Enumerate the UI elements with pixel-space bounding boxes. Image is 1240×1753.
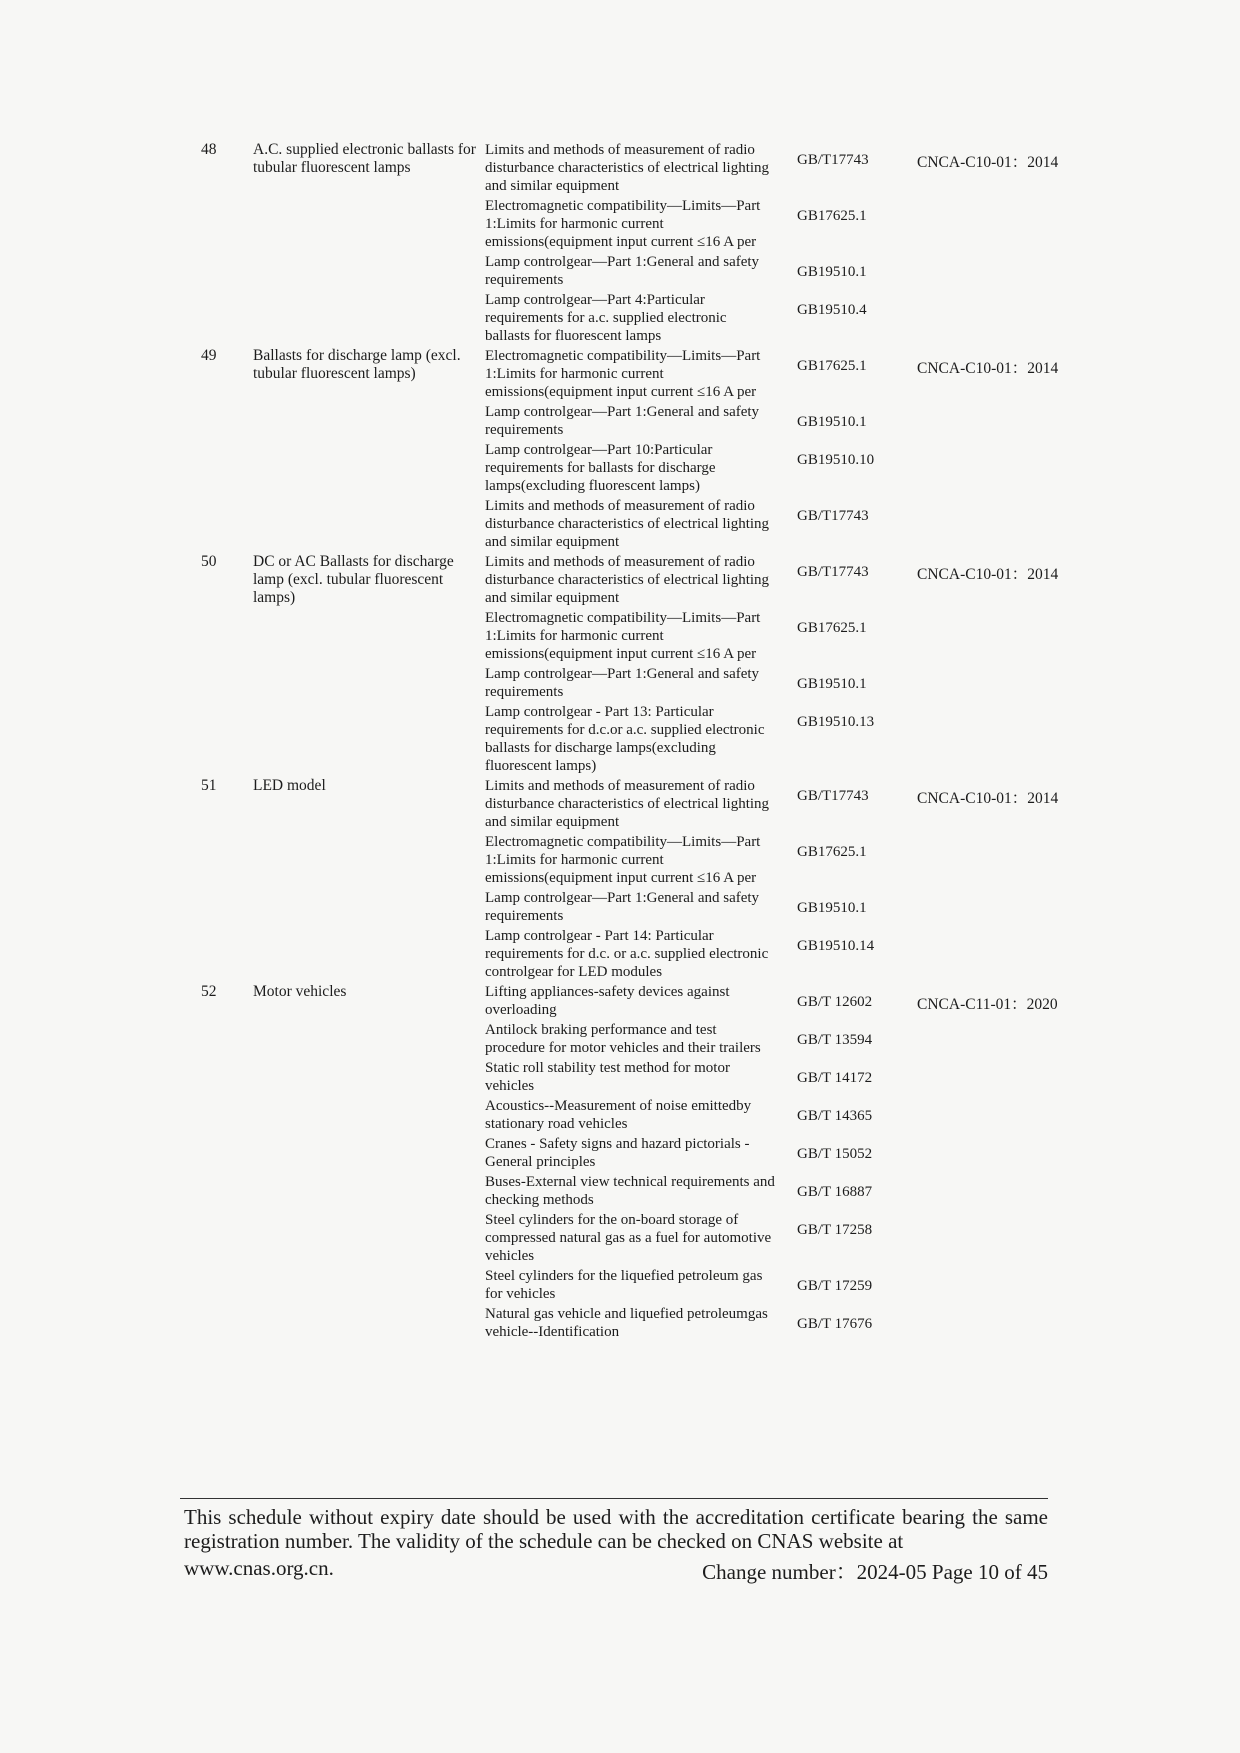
standard-title: Electromagnetic compatibility—Limits—Part 1:Limits for harmonic current emissions(equipment input current ≤16 A per	[485, 834, 761, 886]
standard-title: Antilock braking performance and test procedure for motor vehicles and their trailers	[485, 1022, 761, 1056]
standard-row	[485, 609, 1065, 663]
schedule-item	[185, 347, 1065, 553]
certification-rule: CNCA-C10-01：2014	[917, 566, 1059, 583]
standards-list	[485, 347, 1065, 553]
certification-rule	[905, 1211, 1065, 1265]
standard-row	[485, 141, 1065, 195]
footer-change-number: Change number：2024-05 Page 10 of 45	[702, 1560, 1048, 1584]
item-number: 50	[201, 553, 217, 570]
certification-rule	[905, 441, 1065, 495]
standard-title: Lifting appliances-safety devices against overloading	[485, 984, 730, 1018]
certification-rule	[905, 291, 1065, 345]
standard-title: Steel cylinders for the on-board storage of compressed natural gas as a fuel for automotive vehicles	[485, 1212, 772, 1264]
standard-title: Lamp controlgear—Part 1:General and safety requirements	[485, 890, 760, 924]
standard-row	[485, 833, 1065, 887]
standard-row	[485, 253, 1065, 289]
standards-list	[485, 141, 1065, 347]
standard-code: GB/T 17676	[797, 1316, 873, 1332]
standard-title: Static roll stability test method for motor vehicles	[485, 1060, 730, 1094]
certification-rule	[905, 1097, 1065, 1133]
certification-rule	[905, 1305, 1065, 1341]
certification-rule	[905, 927, 1065, 981]
standard-code: GB19510.1	[797, 414, 867, 430]
certification-rule: CNCA-C10-01：2014	[917, 790, 1059, 807]
footer-url: www.cnas.org.cn.	[184, 1556, 334, 1580]
standard-row	[485, 553, 1065, 607]
standard-code: GB/T 15052	[797, 1146, 873, 1162]
standard-row	[485, 889, 1065, 925]
standard-code: GB/T 16887	[797, 1184, 873, 1200]
standard-row	[485, 665, 1065, 701]
certification-rule	[905, 497, 1065, 551]
certification-rule: CNCA-C11-01：2020	[917, 996, 1058, 1013]
certification-rule	[905, 253, 1065, 289]
standard-code: GB/T17743	[797, 508, 869, 524]
product-name: LED model	[253, 777, 326, 794]
standard-code: GB/T 17258	[797, 1222, 873, 1238]
standard-row	[485, 1021, 1065, 1057]
standard-row	[485, 1211, 1065, 1265]
product-name: Motor vehicles	[253, 983, 347, 1000]
standards-list	[485, 777, 1065, 983]
accreditation-schedule-table	[185, 141, 1065, 1343]
standard-row	[485, 497, 1065, 551]
standard-title: Natural gas vehicle and liquefied petroleumgas vehicle--Identification	[485, 1306, 768, 1340]
standard-code: GB19510.4	[797, 302, 867, 318]
standard-title: Limits and methods of measurement of radio disturbance characteristics of electrical lighting and similar equipment	[485, 498, 770, 550]
standard-title: Acoustics--Measurement of noise emittedby stationary road vehicles	[485, 1098, 752, 1132]
standards-list	[485, 983, 1065, 1343]
standard-code: GB/T 12602	[797, 994, 873, 1010]
certification-rule	[905, 1173, 1065, 1209]
certification-rule	[905, 1135, 1065, 1171]
certification-rule	[905, 197, 1065, 251]
standard-title: Lamp controlgear—Part 1:General and safety requirements	[485, 666, 760, 700]
standard-code: GB17625.1	[797, 358, 867, 374]
standard-code: GB/T 13594	[797, 1032, 873, 1048]
schedule-item	[185, 141, 1065, 347]
standard-row	[485, 291, 1065, 345]
certification-rule	[905, 403, 1065, 439]
standard-code: GB19510.1	[797, 264, 867, 280]
schedule-item	[185, 777, 1065, 983]
certification-rule	[905, 889, 1065, 925]
standard-row	[485, 1097, 1065, 1133]
standard-code: GB19510.14	[797, 938, 875, 954]
certification-rule	[905, 609, 1065, 663]
certification-rule	[905, 1021, 1065, 1057]
standard-code: GB17625.1	[797, 844, 867, 860]
standard-code: GB19510.1	[797, 900, 867, 916]
standard-code: GB17625.1	[797, 620, 867, 636]
standard-row	[485, 1059, 1065, 1095]
product-name: A.C. supplied electronic ballasts for tubular fluorescent lamps	[253, 141, 476, 176]
standard-code: GB19510.10	[797, 452, 875, 468]
standard-title: Lamp controlgear—Part 1:General and safety requirements	[485, 404, 760, 438]
standard-title: Limits and methods of measurement of radio disturbance characteristics of electrical lighting and similar equipment	[485, 778, 770, 830]
standard-title: Lamp controlgear—Part 10:Particular requirements for ballasts for discharge lamps(excluding fluorescent lamps)	[485, 442, 716, 494]
standard-title: Limits and methods of measurement of radio disturbance characteristics of electrical lighting and similar equipment	[485, 554, 770, 606]
standard-title: Lamp controlgear—Part 4:Particular requirements for a.c. supplied electronic ballasts for fluorescent lamps	[485, 292, 727, 344]
standard-row	[485, 197, 1065, 251]
item-number: 49	[201, 347, 217, 364]
product-name: DC or AC Ballasts for discharge lamp (excl. tubular fluorescent lamps)	[253, 553, 454, 606]
standard-code: GB17625.1	[797, 208, 867, 224]
standard-row	[485, 347, 1065, 401]
standard-row	[485, 1305, 1065, 1341]
standard-title: Limits and methods of measurement of radio disturbance characteristics of electrical lighting and similar equipment	[485, 142, 770, 194]
standard-code: GB/T17743	[797, 564, 869, 580]
schedule-item	[185, 983, 1065, 1343]
certification-rule	[905, 1059, 1065, 1095]
certification-rule	[905, 703, 1065, 775]
item-number: 51	[201, 777, 217, 794]
standard-title: Cranes - Safety signs and hazard pictorials - General principles	[485, 1136, 750, 1170]
standard-row	[485, 441, 1065, 495]
standard-title: Steel cylinders for the liquefied petroleum gas for vehicles	[485, 1268, 763, 1302]
standard-title: Lamp controlgear - Part 13: Particular requirements for d.c.or a.c. supplied electronic ballasts for discharge lamps(excluding fluorescent lamps)	[485, 704, 765, 774]
standard-code: GB/T 14365	[797, 1108, 873, 1124]
certification-rule	[905, 665, 1065, 701]
item-number: 52	[201, 983, 217, 1000]
standard-title: Lamp controlgear—Part 1:General and safety requirements	[485, 254, 760, 288]
standard-title: Electromagnetic compatibility—Limits—Part 1:Limits for harmonic current emissions(equipment input current ≤16 A per	[485, 610, 761, 662]
standard-row	[485, 403, 1065, 439]
standards-list	[485, 553, 1065, 777]
footer-statement: This schedule without expiry date should be used with the accreditation certificate bearing the same registration number. The validity of the schedule can be checked on CNAS website at	[184, 1505, 1048, 1553]
standard-row	[485, 1267, 1065, 1303]
product-name: Ballasts for discharge lamp (excl. tubular fluorescent lamps)	[253, 347, 461, 382]
certification-rule	[905, 833, 1065, 887]
standard-title: Lamp controlgear - Part 14: Particular requirements for d.c. or a.c. supplied electronic controlgear for LED modules	[485, 928, 769, 980]
certification-rule	[905, 1267, 1065, 1303]
standard-code: GB/T 14172	[797, 1070, 873, 1086]
standard-row	[485, 777, 1065, 831]
standard-code: GB19510.13	[797, 714, 875, 730]
standard-row	[485, 983, 1065, 1019]
standard-code: GB/T17743	[797, 152, 869, 168]
certification-rule: CNCA-C10-01：2014	[917, 360, 1059, 377]
standard-title: Electromagnetic compatibility—Limits—Part 1:Limits for harmonic current emissions(equipment input current ≤16 A per	[485, 348, 761, 400]
item-number: 48	[201, 141, 217, 158]
standard-code: GB/T 17259	[797, 1278, 873, 1294]
standard-row	[485, 1135, 1065, 1171]
standard-title: Electromagnetic compatibility—Limits—Part 1:Limits for harmonic current emissions(equipment input current ≤16 A per	[485, 198, 761, 250]
schedule-item	[185, 553, 1065, 777]
standard-row	[485, 1173, 1065, 1209]
standard-code: GB19510.1	[797, 676, 867, 692]
footer-divider	[180, 1498, 1048, 1499]
certification-rule: CNCA-C10-01：2014	[917, 154, 1059, 171]
standard-title: Buses-External view technical requirements and checking methods	[485, 1174, 775, 1208]
standard-row	[485, 703, 1065, 775]
standard-row	[485, 927, 1065, 981]
standard-code: GB/T17743	[797, 788, 869, 804]
